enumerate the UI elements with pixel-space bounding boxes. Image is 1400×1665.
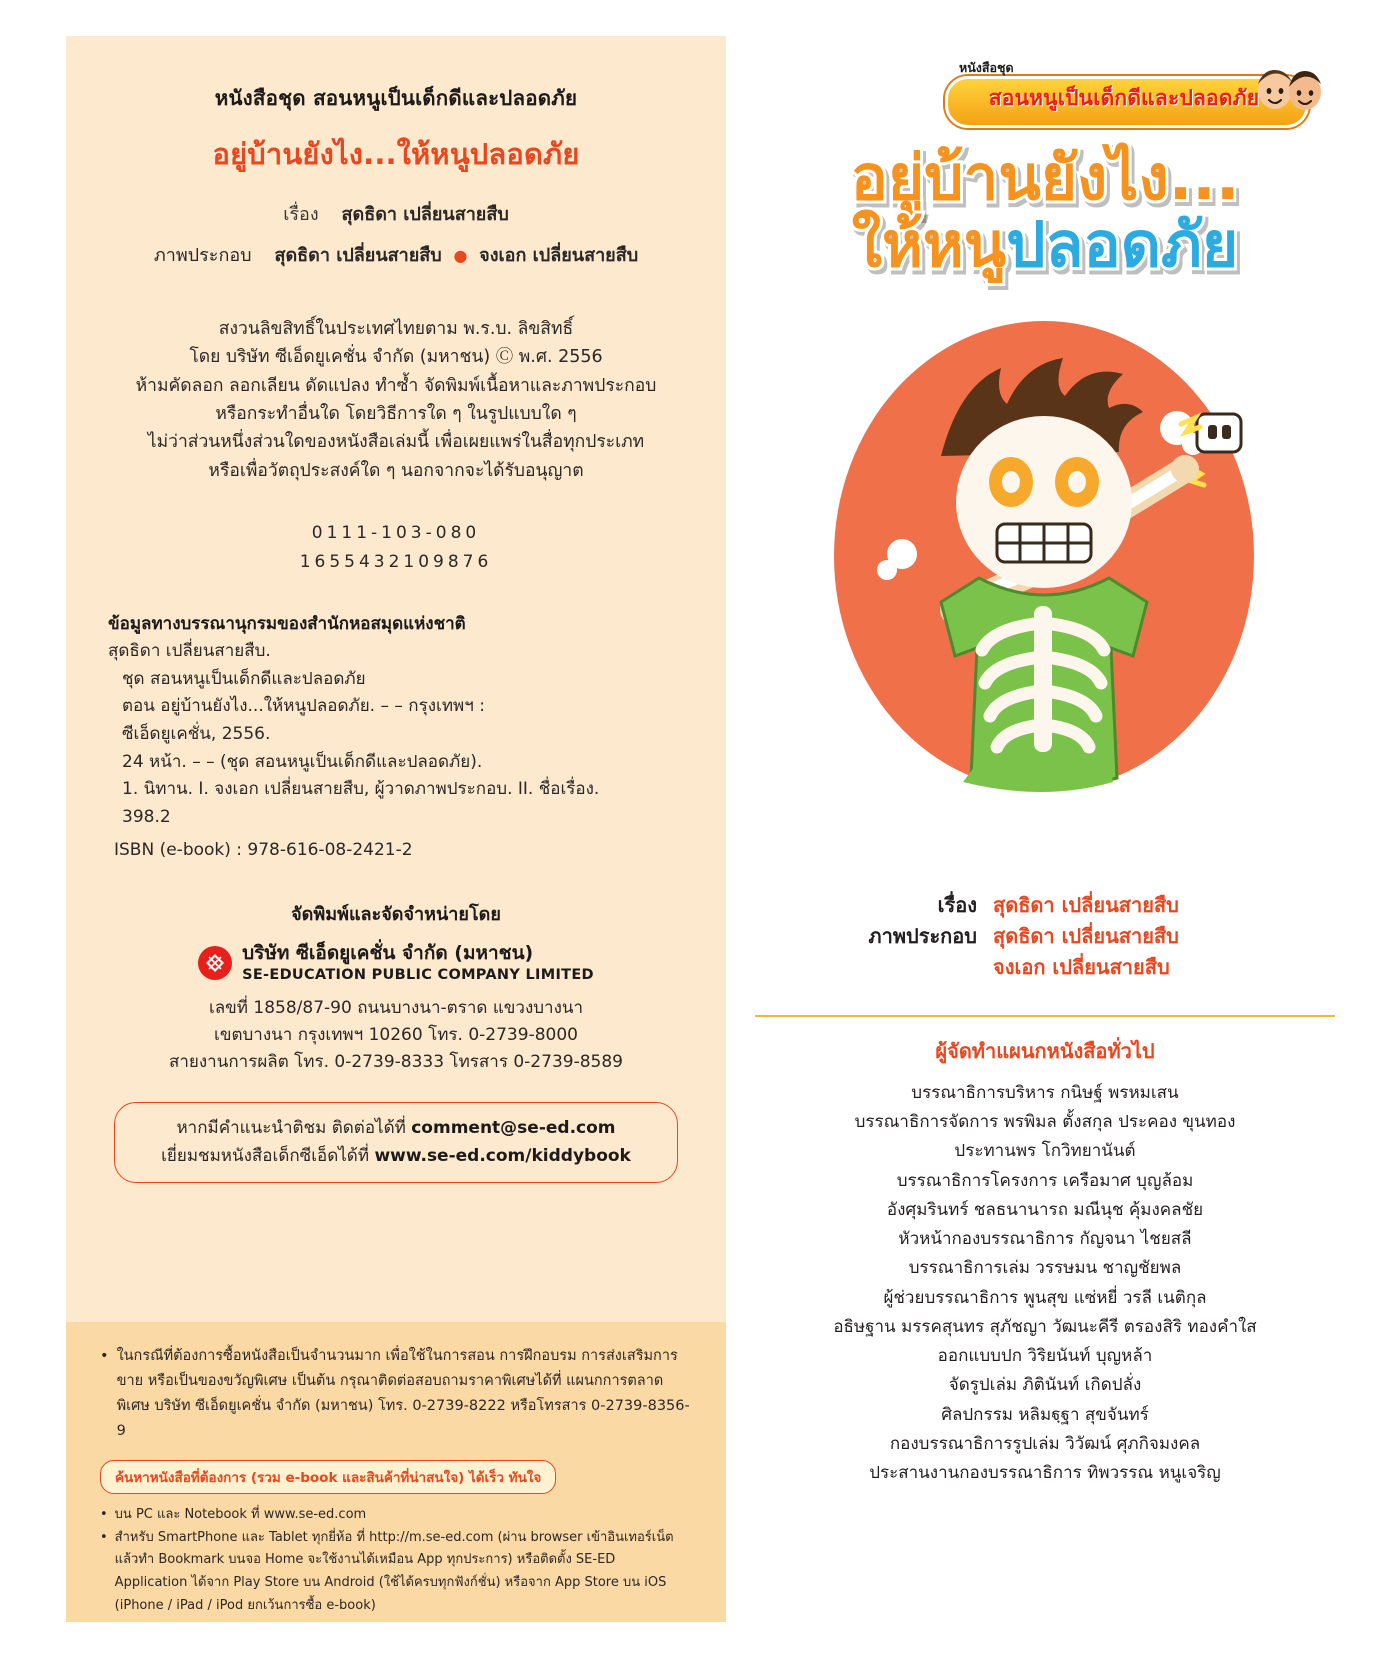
- cover-credit-value: จงเอก เปลี่ยนสายสืบ: [993, 955, 1170, 979]
- codes-block: [108, 519, 684, 577]
- publisher-heading: จัดพิมพ์และจัดจำหน่ายโดย: [291, 903, 501, 925]
- bullet-icon: •: [100, 1348, 109, 1364]
- cip-line: สุดธิดา เปลี่ยนสายสืบ.: [108, 641, 271, 662]
- staff-line: ประทานพร โกวิทยานันต์: [954, 1141, 1136, 1162]
- staff-line: อธิษฐาน มรรคสุนทร สุภัชญา วัฒนะคีรี ตรองสิริ ทองคำใส: [833, 1316, 1257, 1337]
- cover-title-line-2a: ให้หนู: [851, 208, 1007, 282]
- series-line: หนังสือชุด สอนหนูเป็นเด็กดีและปลอดภัย: [214, 86, 578, 110]
- series-badge-text: สอนหนูเป็นเด็กดีและปลอดภัย: [988, 86, 1260, 110]
- contact-email[interactable]: comment@se-ed.com: [411, 1118, 616, 1139]
- staff-line: หัวหน้ากองบรรณาธิการ กัญจนา ไชยสลี: [898, 1229, 1192, 1250]
- cip-line: ชุด สอนหนูเป็นเด็กดีและปลอดภัย: [122, 668, 366, 689]
- illustrator-name-1: สุดธิดา เปลี่ยนสายสืบ: [274, 245, 442, 266]
- publisher-address: [108, 995, 684, 1077]
- cover-credit-value: สุดธิดา เปลี่ยนสายสืบ: [993, 893, 1179, 917]
- address-line: สายงานการผลิต โทร. 0-2739-8333 โทรสาร 0-2739-8589: [169, 1052, 623, 1073]
- divider: [755, 1015, 1335, 1017]
- staff-line: บรรณาธิการบริหาร กนิษฐ์ พรหมเสน: [911, 1083, 1179, 1103]
- platform-note-pc: บน PC และ Notebook ที่ www.se-ed.com: [114, 1506, 367, 1522]
- se-ed-logo-icon: [198, 946, 232, 980]
- platform-note-mobile: สำหรับ SmartPhone และ Tablet ทุกยี่ห้อ ที่ http://m.se-ed.com (ผ่าน browser เข้าอินเทอร์เน็ตแล้วทำ Bookmark บนจอ Home จะใช้งานได้เหมือน App ทุกประการ) หรือติดตั้ง SE-ED Application ได้จาก Play Store บน Android (ใช้ได้ครบทุกฟังก์ชั่น) หรือจาก App Store บน iOS (iPhone / iPad / iPod ยกเว้นการซื้อ e-book): [114, 1529, 674, 1613]
- isbn-line: ISBN (e-book) : 978-616-08-2421-2: [114, 840, 413, 861]
- staff-line: บรรณาธิการโครงการ เครือมาศ บุญล้อม: [896, 1170, 1194, 1191]
- cip-block: [108, 611, 684, 865]
- cip-line: ตอน อยู่บ้านยังไง...ให้หนูปลอดภัย. – – กรุงเทพฯ :: [122, 696, 485, 717]
- illustrator-row: [108, 240, 684, 269]
- bullet-icon: •: [100, 1506, 108, 1522]
- cover-credit-value: สุดธิดา เปลี่ยนสายสืบ: [993, 924, 1179, 948]
- series-badge: [945, 58, 1335, 130]
- contact-email-prefix: หากมีคำแนะนำติชม ติดต่อได้ที่: [176, 1118, 412, 1139]
- cover-credit-row: [745, 890, 1345, 921]
- bulk-line: ในกรณีที่ต้องการซื้อหนังสือเป็นจำนวนมาก เพื่อใช้ในการสอน การฝึกอบรม การส่งเสริมการขาย: [116, 1348, 678, 1389]
- staff-line: ออกแบบปก วิริยนันท์ บุญหล้า: [937, 1346, 1153, 1367]
- contact-web-prefix: เยี่ยมชมหนังสือเด็กซีเอ็ดได้ที่: [161, 1145, 375, 1166]
- address-line: เลขที่ 1858/87-90 ถนนบางนา-ตราด แขวงบางนา: [208, 997, 584, 1018]
- copyright-line: หรือเพื่อวัตถุประสงค์ใด ๆ นอกจากจะได้รับอนุญาต: [208, 460, 584, 481]
- platform-notes: [100, 1504, 692, 1618]
- bulk-note: [100, 1344, 692, 1444]
- code-line-1: 0111-103-080: [311, 523, 481, 544]
- copyright-line: สงวนลิขสิทธิ์ในประเทศไทยตาม พ.ร.บ. ลิขสิทธิ์: [218, 319, 574, 339]
- publisher-names: [242, 942, 594, 985]
- copyright-line: ไม่ว่าส่วนหนึ่งส่วนใดของหนังสือเล่มนี้ เพื่อเผยแพร่ในสื่อทุกประเภท: [147, 432, 645, 453]
- copyright-page: [66, 36, 726, 1622]
- staff-line: ผู้ช่วยบรรณาธิการ พูนสุข แซ่หยี่ วรลี เนติกุล: [883, 1287, 1207, 1308]
- cover-title-line-2: [745, 208, 1345, 282]
- cip-line: 24 หน้า. – – (ชุด สอนหนูเป็นเด็กดีและปลอดภัย).: [122, 751, 483, 772]
- contact-web-line: [125, 1143, 667, 1170]
- publisher-name-en: SE-EDUCATION PUBLIC COMPANY LIMITED: [242, 967, 594, 984]
- staff-line: ศิลปกรรม หลิมฐฺฐา สุขจันทร์: [941, 1404, 1149, 1425]
- cover-credit-row: [745, 921, 1345, 952]
- bulk-note-text: [117, 1344, 692, 1444]
- staff-heading: ผู้จัดทำแผนกหนังสือทั่วไป: [935, 1039, 1155, 1063]
- cover-title-line-1: อยู่บ้านยังไง...: [850, 141, 1240, 214]
- copyright-line: ห้ามคัดลอก ลอกเลียน ดัดแปลง ทำซ้ำ จัดพิมพ์เนื้อหาและภาพประกอบ: [135, 375, 657, 396]
- bulk-line: บริษัท ซีเอ็ดยูเคชั่น จำกัด (มหาชน) โทร. 0-2739-8222 หรือโทรสาร 0-2739-8356-9: [116, 1397, 690, 1439]
- staff-line: ประสานงานกองบรรณาธิการ ทิพวรรณ หนูเจริญ: [869, 1463, 1221, 1484]
- cover-title: [745, 141, 1345, 282]
- platform-note-row: [100, 1504, 692, 1527]
- address-line: เขตบางนา กรุงเทพฯ 10260 โทร. 0-2739-8000: [214, 1025, 578, 1045]
- platform-note-row: [100, 1527, 692, 1618]
- bulk-line: หรือเป็นของขวัญพิเศษ เป็นต้น กรุณาติดต่อสอบถามราคาพิเศษได้ที่ แผนกการตลาดพิเศษ: [116, 1372, 664, 1414]
- contact-website[interactable]: www.se-ed.com/kiddybook: [374, 1145, 631, 1166]
- search-pill[interactable]: ค้นหาหนังสือที่ต้องการ (รวม e-book และสินค้าที่น่าสนใจ) ได้เร็ว ทันใจ: [100, 1460, 556, 1494]
- illustrator-label: ภาพประกอบ: [153, 245, 252, 266]
- author-label: เรื่อง: [283, 204, 319, 225]
- author-name: สุดธิดา เปลี่ยนสายสืบ: [341, 204, 509, 225]
- series-badge-kicker: หนังสือชุด: [959, 60, 1014, 75]
- cover-title-line-2b: ปลอดภัย: [1006, 208, 1239, 282]
- publisher-name-th: บริษัท ซีเอ็ดยูเคชั่น จำกัด (มหาชน): [242, 941, 534, 964]
- contact-email-line: [125, 1115, 667, 1142]
- kids-faces-icon: [1247, 60, 1329, 122]
- staff-line: กองบรรณาธิการรูปเล่ม วิวัฒน์ ศุภกิจมงคล: [889, 1433, 1201, 1454]
- author-row: [108, 199, 684, 228]
- publisher-logo-row: [108, 942, 684, 985]
- cover-credit-row: [745, 952, 1345, 983]
- illustrator-name-2: จงเอก เปลี่ยนสายสืบ: [479, 245, 639, 266]
- bottom-band: [66, 1322, 726, 1622]
- cover-credits: [745, 890, 1345, 983]
- staff-line: บรรณาธิการจัดการ พรพิมล ตั้งสกุล ประคอง ขุนทอง: [854, 1112, 1236, 1133]
- separator-dot: ●: [453, 246, 468, 265]
- cip-heading: ข้อมูลทางบรรณานุกรมของสำนักหอสมุดแห่งชาติ: [108, 613, 466, 634]
- cover-credit-label: เรื่อง: [937, 893, 977, 917]
- staff-line: จัดรูปเล่ม ภิตินันท์ เกิดปลั่ง: [948, 1375, 1142, 1396]
- staff-line: บรรณาธิการเล่ม วรรษมน ชาญชัยพล: [908, 1258, 1182, 1279]
- bullet-icon: •: [100, 1529, 108, 1545]
- copyright-block: [108, 315, 684, 485]
- staff-credits: [745, 1035, 1345, 1488]
- staff-line: อังศุมรินทร์ ชลธนานารถ มณีนุช คุ้มงคลชัย: [886, 1199, 1204, 1220]
- code-line-2: 1655432109876: [299, 551, 493, 572]
- cip-line: ซีเอ็ดยูเคชั่น, 2556.: [122, 723, 271, 744]
- cover-credit-label: [857, 952, 977, 983]
- copyright-line: โดย บริษัท ซีเอ็ดยูเคชั่น จำกัด (มหาชน) Ⓒ พ.ศ. 2556: [189, 347, 603, 368]
- cover-credit-label: ภาพประกอบ: [868, 924, 977, 948]
- copyright-line: หรือกระทำอื่นใด โดยวิธีการใด ๆ ในรูปแบบใด ๆ: [215, 404, 577, 425]
- cip-line: 398.2: [122, 806, 171, 827]
- cover-page: [745, 30, 1345, 1630]
- contact-box: [114, 1102, 678, 1182]
- book-title: อยู่บ้านยังไง...ให้หนูปลอดภัย: [212, 137, 580, 171]
- cover-illustration: [829, 306, 1259, 846]
- cip-line: 1. นิทาน. I. จงเอก เปลี่ยนสายสืบ, ผู้วาดภาพประกอบ. II. ชื่อเรื่อง.: [122, 779, 600, 800]
